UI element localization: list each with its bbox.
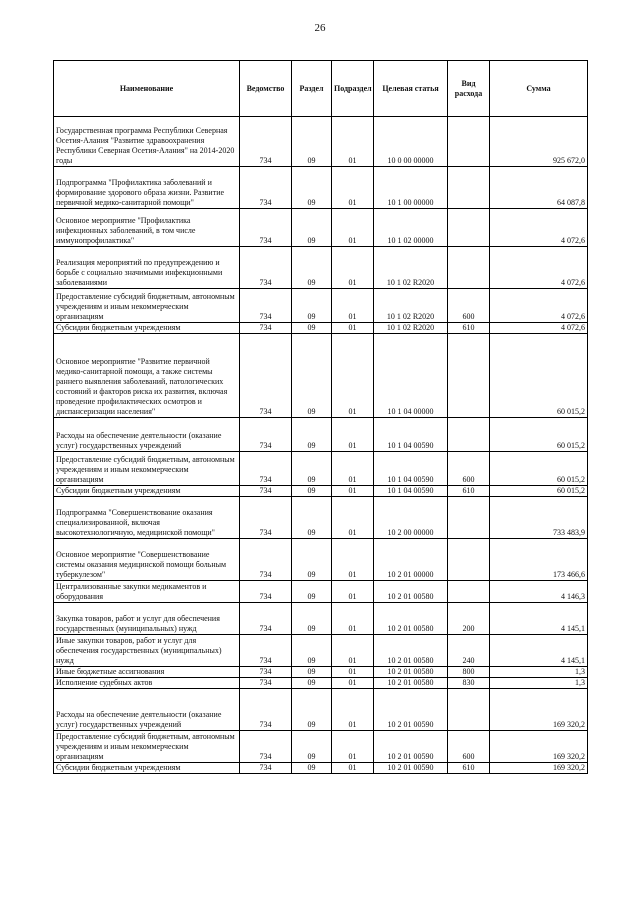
- cell-name: Исполнение судебных актов: [54, 678, 240, 689]
- cell-type: [448, 418, 490, 452]
- cell-subsection: 01: [332, 731, 374, 763]
- cell-type: [448, 167, 490, 209]
- cell-section: 09: [292, 418, 332, 452]
- cell-sum: 60 015,2: [490, 418, 588, 452]
- table-row: [54, 117, 588, 167]
- cell-name: Предоставление субсидий бюджетным, автономным учреждениям и иным некоммерческим организациям: [54, 289, 240, 323]
- cell-type: [448, 209, 490, 247]
- cell-target: 10 1 04 00590: [374, 418, 448, 452]
- cell-target: 10 2 01 00580: [374, 581, 448, 603]
- cell-subsection: 01: [332, 763, 374, 774]
- cell-dept: 734: [240, 117, 292, 167]
- cell-name: Подпрограмма "Профилактика заболеваний и формирование здорового образа жизни. Развитие первичной медико-санитарной помощи": [54, 167, 240, 209]
- cell-dept: 734: [240, 247, 292, 289]
- header-target: Целевая статья: [374, 61, 448, 117]
- cell-name: Расходы на обеспечение деятельности (оказание услуг) государственных учреждений: [54, 689, 240, 731]
- cell-subsection: 01: [332, 667, 374, 678]
- cell-type: [448, 689, 490, 731]
- cell-target: 10 1 02 00000: [374, 209, 448, 247]
- cell-dept: 734: [240, 539, 292, 581]
- table-row: [54, 731, 588, 763]
- table-row: [54, 581, 588, 603]
- cell-target: 10 1 02 R2020: [374, 247, 448, 289]
- cell-type: 610: [448, 323, 490, 334]
- cell-name: Предоставление субсидий бюджетным, автономным учреждениям и иным некоммерческим организациям: [54, 452, 240, 486]
- table-row: [54, 334, 588, 418]
- cell-target: 10 2 01 00580: [374, 635, 448, 667]
- cell-section: 09: [292, 323, 332, 334]
- budget-table: [53, 60, 588, 774]
- cell-type: [448, 117, 490, 167]
- cell-dept: 734: [240, 209, 292, 247]
- cell-target: 10 1 04 00590: [374, 486, 448, 497]
- cell-dept: 734: [240, 289, 292, 323]
- cell-subsection: 01: [332, 117, 374, 167]
- cell-sum: 60 015,2: [490, 452, 588, 486]
- cell-sum: 169 320,2: [490, 689, 588, 731]
- table-row: [54, 486, 588, 497]
- cell-dept: 734: [240, 167, 292, 209]
- cell-section: 09: [292, 763, 332, 774]
- header-dept: Ведомство: [240, 61, 292, 117]
- cell-type: [448, 247, 490, 289]
- cell-sum: 925 672,0: [490, 117, 588, 167]
- table-row: [54, 167, 588, 209]
- cell-subsection: 01: [332, 209, 374, 247]
- cell-dept: 734: [240, 678, 292, 689]
- table-row: [54, 635, 588, 667]
- cell-subsection: 01: [332, 167, 374, 209]
- cell-target: 10 1 04 00000: [374, 334, 448, 418]
- cell-target: 10 1 04 00590: [374, 452, 448, 486]
- cell-sum: 733 483,9: [490, 497, 588, 539]
- cell-type: 600: [448, 452, 490, 486]
- cell-type: 610: [448, 486, 490, 497]
- cell-section: 09: [292, 689, 332, 731]
- cell-subsection: 01: [332, 486, 374, 497]
- cell-section: 09: [292, 667, 332, 678]
- cell-sum: 4 072,6: [490, 323, 588, 334]
- table-row: [54, 539, 588, 581]
- table-row: [54, 323, 588, 334]
- table-row: [54, 603, 588, 635]
- cell-dept: 734: [240, 497, 292, 539]
- cell-dept: 734: [240, 763, 292, 774]
- cell-sum: 4 145,1: [490, 603, 588, 635]
- cell-subsection: 01: [332, 247, 374, 289]
- cell-name: Основное мероприятие "Совершенствование системы оказания медицинской помощи больным туберкулезом": [54, 539, 240, 581]
- cell-subsection: 01: [332, 323, 374, 334]
- cell-target: 10 0 00 00000: [374, 117, 448, 167]
- cell-sum: 4 072,6: [490, 209, 588, 247]
- cell-section: 09: [292, 635, 332, 667]
- header-name: Наименование: [54, 61, 240, 117]
- cell-section: 09: [292, 289, 332, 323]
- cell-name: Предоставление субсидий бюджетным, автономным учреждениям и иным некоммерческим организациям: [54, 731, 240, 763]
- cell-sum: 64 087,8: [490, 167, 588, 209]
- cell-name: Государственная программа Республики Северная Осетия-Алания "Развитие здравоохранения Республики Северная Осетия-Алания" на 2014-2020 годы: [54, 117, 240, 167]
- cell-sum: 169 320,2: [490, 763, 588, 774]
- cell-sum: 1,3: [490, 678, 588, 689]
- cell-section: 09: [292, 452, 332, 486]
- cell-dept: 734: [240, 486, 292, 497]
- cell-target: 10 2 01 00000: [374, 539, 448, 581]
- cell-section: 09: [292, 117, 332, 167]
- cell-section: 09: [292, 167, 332, 209]
- cell-type: [448, 497, 490, 539]
- cell-name: Иные бюджетные ассигнования: [54, 667, 240, 678]
- cell-section: 09: [292, 209, 332, 247]
- cell-dept: 734: [240, 334, 292, 418]
- cell-type: [448, 539, 490, 581]
- cell-sum: 60 015,2: [490, 486, 588, 497]
- cell-type: [448, 581, 490, 603]
- cell-subsection: 01: [332, 418, 374, 452]
- cell-type: 240: [448, 635, 490, 667]
- cell-subsection: 01: [332, 581, 374, 603]
- cell-target: 10 1 02 R2020: [374, 323, 448, 334]
- cell-sum: 4 146,3: [490, 581, 588, 603]
- cell-sum: 4 145,1: [490, 635, 588, 667]
- cell-target: 10 2 01 00590: [374, 731, 448, 763]
- table-header-row: [54, 61, 588, 117]
- cell-name: Расходы на обеспечение деятельности (оказание услуг) государственных учреждений: [54, 418, 240, 452]
- cell-section: 09: [292, 334, 332, 418]
- table-row: [54, 497, 588, 539]
- table-row: [54, 667, 588, 678]
- cell-section: 09: [292, 497, 332, 539]
- cell-dept: 734: [240, 323, 292, 334]
- cell-target: 10 2 01 00590: [374, 689, 448, 731]
- cell-type: 200: [448, 603, 490, 635]
- cell-type: 800: [448, 667, 490, 678]
- cell-name: Закупка товаров, работ и услуг для обеспечения государственных (муниципальных) нужд: [54, 603, 240, 635]
- cell-section: 09: [292, 581, 332, 603]
- table-row: [54, 418, 588, 452]
- cell-name: Иные закупки товаров, работ и услуг для обеспечения государственных (муниципальных) нужд: [54, 635, 240, 667]
- cell-target: 10 2 01 00580: [374, 678, 448, 689]
- cell-type: [448, 334, 490, 418]
- cell-subsection: 01: [332, 603, 374, 635]
- header-sum: Сумма: [490, 61, 588, 117]
- cell-dept: 734: [240, 689, 292, 731]
- cell-name: Субсидии бюджетным учреждениям: [54, 486, 240, 497]
- cell-target: 10 2 01 00590: [374, 763, 448, 774]
- cell-type: 610: [448, 763, 490, 774]
- cell-subsection: 01: [332, 289, 374, 323]
- cell-subsection: 01: [332, 452, 374, 486]
- header-section: Раздел: [292, 61, 332, 117]
- cell-target: 10 1 00 00000: [374, 167, 448, 209]
- cell-sum: 173 466,6: [490, 539, 588, 581]
- table-row: [54, 678, 588, 689]
- cell-name: Основное мероприятие "Развитие первичной медико-санитарной помощи, а также системы раннего выявления заболеваний, патологических состояний и факторов риска их развития, включая проведение профилактических осмотров и диспансеризации населения": [54, 334, 240, 418]
- cell-name: Субсидии бюджетным учреждениям: [54, 323, 240, 334]
- cell-sum: 169 320,2: [490, 731, 588, 763]
- cell-type: 830: [448, 678, 490, 689]
- header-subsection: Подраздел: [332, 61, 374, 117]
- table-row: [54, 247, 588, 289]
- cell-section: 09: [292, 603, 332, 635]
- cell-dept: 734: [240, 635, 292, 667]
- table-row: [54, 763, 588, 774]
- cell-sum: 4 072,6: [490, 247, 588, 289]
- cell-type: 600: [448, 731, 490, 763]
- cell-name: Субсидии бюджетным учреждениям: [54, 763, 240, 774]
- table-row: [54, 689, 588, 731]
- cell-subsection: 01: [332, 334, 374, 418]
- cell-dept: 734: [240, 418, 292, 452]
- table-row: [54, 289, 588, 323]
- cell-name: Основное мероприятие "Профилактика инфекционных заболеваний, в том числе иммунопрофилактика": [54, 209, 240, 247]
- cell-target: 10 2 01 00580: [374, 667, 448, 678]
- cell-sum: 60 015,2: [490, 334, 588, 418]
- cell-dept: 734: [240, 667, 292, 678]
- cell-subsection: 01: [332, 678, 374, 689]
- header-type: Вид расхода: [448, 61, 490, 117]
- cell-target: 10 2 00 00000: [374, 497, 448, 539]
- cell-sum: 4 072,6: [490, 289, 588, 323]
- cell-section: 09: [292, 731, 332, 763]
- cell-subsection: 01: [332, 689, 374, 731]
- cell-sum: 1,3: [490, 667, 588, 678]
- cell-dept: 734: [240, 603, 292, 635]
- cell-type: 600: [448, 289, 490, 323]
- cell-target: 10 2 01 00580: [374, 603, 448, 635]
- cell-subsection: 01: [332, 539, 374, 581]
- cell-subsection: 01: [332, 497, 374, 539]
- cell-section: 09: [292, 678, 332, 689]
- cell-section: 09: [292, 486, 332, 497]
- page-number: 26: [314, 22, 326, 34]
- cell-section: 09: [292, 539, 332, 581]
- cell-dept: 734: [240, 452, 292, 486]
- cell-dept: 734: [240, 581, 292, 603]
- cell-name: Подпрограмма "Совершенствование оказания специализированной, включая высокотехнологичную, медицинской помощи": [54, 497, 240, 539]
- cell-dept: 734: [240, 731, 292, 763]
- table-row: [54, 452, 588, 486]
- cell-name: Реализация мероприятий по предупреждению и борьбе с социально значимыми инфекционными заболеваниями: [54, 247, 240, 289]
- cell-target: 10 1 02 R2020: [374, 289, 448, 323]
- cell-section: 09: [292, 247, 332, 289]
- table-row: [54, 209, 588, 247]
- cell-name: Централизованные закупки медикаментов и оборудования: [54, 581, 240, 603]
- cell-subsection: 01: [332, 635, 374, 667]
